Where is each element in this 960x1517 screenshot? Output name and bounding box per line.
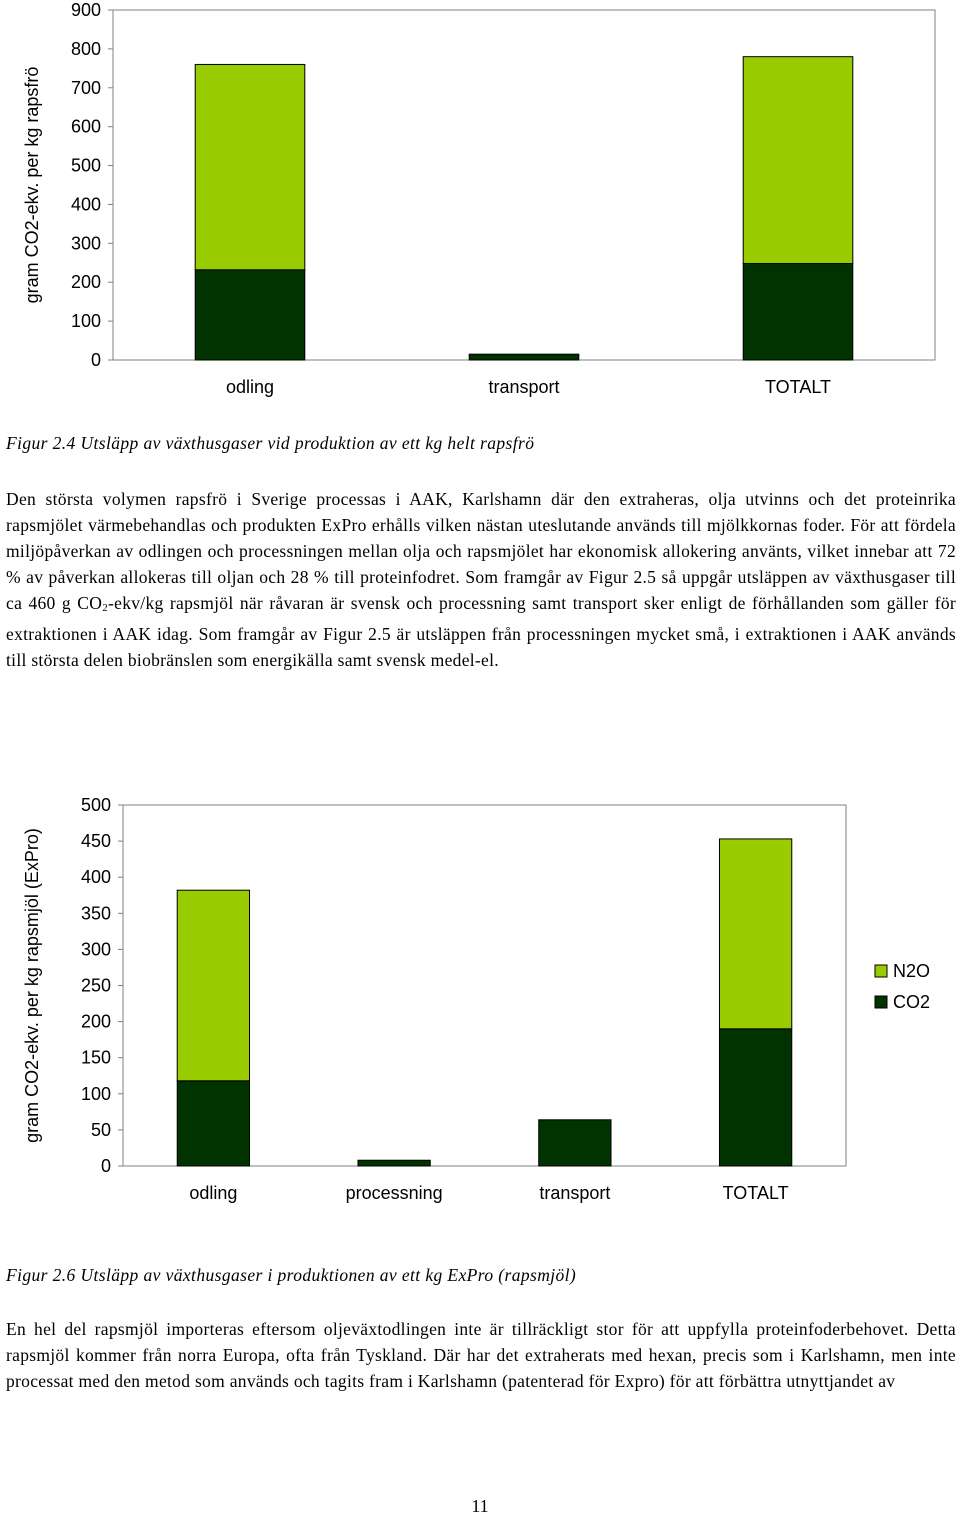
y-tick-label: 800 xyxy=(70,38,101,59)
y-tick-label: 50 xyxy=(90,1119,111,1140)
bar-n2o xyxy=(719,839,791,1029)
y-tick-label: 300 xyxy=(80,939,111,960)
bar-co2 xyxy=(539,1120,611,1166)
x-category-label: processning xyxy=(345,1183,443,1203)
bar-co2 xyxy=(743,264,853,360)
x-category-label: TOTALT xyxy=(722,1183,789,1203)
figure-caption-2-4: Figur 2.4 Utsläpp av växthusgaser vid produktion av ett kg helt rapsfrö xyxy=(6,433,535,453)
chart-rapsfro-svg xyxy=(0,0,960,400)
figure-caption-2-6: Figur 2.6 Utsläpp av växthusgaser i produktionen av ett kg ExPro (rapsmjöl) xyxy=(6,1265,577,1285)
y-tick-label: 500 xyxy=(80,795,111,815)
y-tick-label: 200 xyxy=(70,272,101,293)
chart-rapsfro xyxy=(0,0,960,400)
paragraph-1-subscript: 2 xyxy=(102,602,108,614)
body-paragraph-2: En hel del rapsmjöl importeras eftersom oljeväxtodlingen inte är tillräckligt stor för att uppfylla proteinfoderbehovet. Detta rapsmjöl kommer från norra Europa, ofta från Tyskland. Där har det extraherats med hexan, precis som i Karlshamn, men inte processat med den metod som används och tagits fram i Karlshamn (patenterad för Expro) för att förbättra utnyttjandet av xyxy=(6,1319,956,1391)
y-tick-label: 150 xyxy=(80,1047,111,1068)
y-tick-label: 100 xyxy=(70,311,101,332)
y-tick-label: 0 xyxy=(100,1156,111,1176)
y-tick-label: 600 xyxy=(70,116,101,137)
chart-expro-svg xyxy=(0,790,960,1210)
y-tick-label: 100 xyxy=(80,1083,111,1104)
paragraph-1-text-b: -ekv/kg rapsmjöl när råvaran är svensk och processning samt transport sker enligt de förhållanden som gäller för extraktionen i AAK idag. Som framgår av Figur 2.5 är utsläppen från processningen mycket små, i extraktionen i AAK används till största delen biobränslen som energikälla samt svensk medel-el. xyxy=(6,593,956,670)
body-paragraph-1 xyxy=(6,486,956,673)
y-tick-label: 900 xyxy=(70,0,101,20)
y-axis-title: gram CO2-ekv. per kg rapsfrö xyxy=(22,66,42,304)
bar-co2 xyxy=(195,270,305,360)
legend-label-co2: CO2 xyxy=(893,992,931,1012)
y-tick-label: 400 xyxy=(80,867,111,888)
legend-label-n2o: N2O xyxy=(893,961,931,981)
legend-swatch-co2 xyxy=(875,996,887,1008)
x-category-label: odling xyxy=(225,377,275,397)
paragraph-1-text-a: Den största volymen rapsfrö i Sverige processas i AAK, Karlshamn där den extraheras, olja utvinns och det proteinrika rapsmjölet värmebehandlas och produkten ExPro erhålls vilken nästan uteslutande används till mjölkkornas foder. För att fördela miljöpåverkan av odlingen och processningen mellan olja och rapsmjölet har ekonomisk allokering använts, vilket innebar att 72 % av påverkan allokeras till oljan och 28 % till proteinfodret. Som framgår av Figur 2.5 så uppgår utsläppen av växthusgaser till ca 460 g CO xyxy=(6,489,956,613)
bar-n2o xyxy=(743,57,853,264)
x-category-label: transport xyxy=(539,1183,611,1203)
x-category-label: transport xyxy=(488,377,560,397)
bar-co2 xyxy=(719,1029,791,1166)
y-tick-label: 500 xyxy=(70,155,101,176)
y-tick-label: 400 xyxy=(70,194,101,215)
y-tick-label: 300 xyxy=(70,233,101,254)
bar-co2 xyxy=(469,354,579,360)
y-tick-label: 450 xyxy=(80,831,111,852)
chart-expro xyxy=(0,790,960,1210)
x-category-label: odling xyxy=(189,1183,238,1203)
bar-co2 xyxy=(358,1160,430,1166)
bar-n2o xyxy=(177,890,249,1081)
y-tick-label: 200 xyxy=(80,1011,111,1032)
y-tick-label: 0 xyxy=(90,350,101,370)
x-category-label: TOTALT xyxy=(764,377,832,397)
y-axis-title: gram CO2-ekv. per kg rapsmjöl (ExPro) xyxy=(22,828,42,1143)
bar-n2o xyxy=(195,64,305,269)
y-tick-label: 250 xyxy=(80,975,111,996)
y-tick-label: 350 xyxy=(80,903,111,924)
bar-co2 xyxy=(177,1081,249,1166)
legend-swatch-n2o xyxy=(875,965,887,977)
y-tick-label: 700 xyxy=(70,77,101,98)
page-number: 11 xyxy=(471,1496,489,1516)
